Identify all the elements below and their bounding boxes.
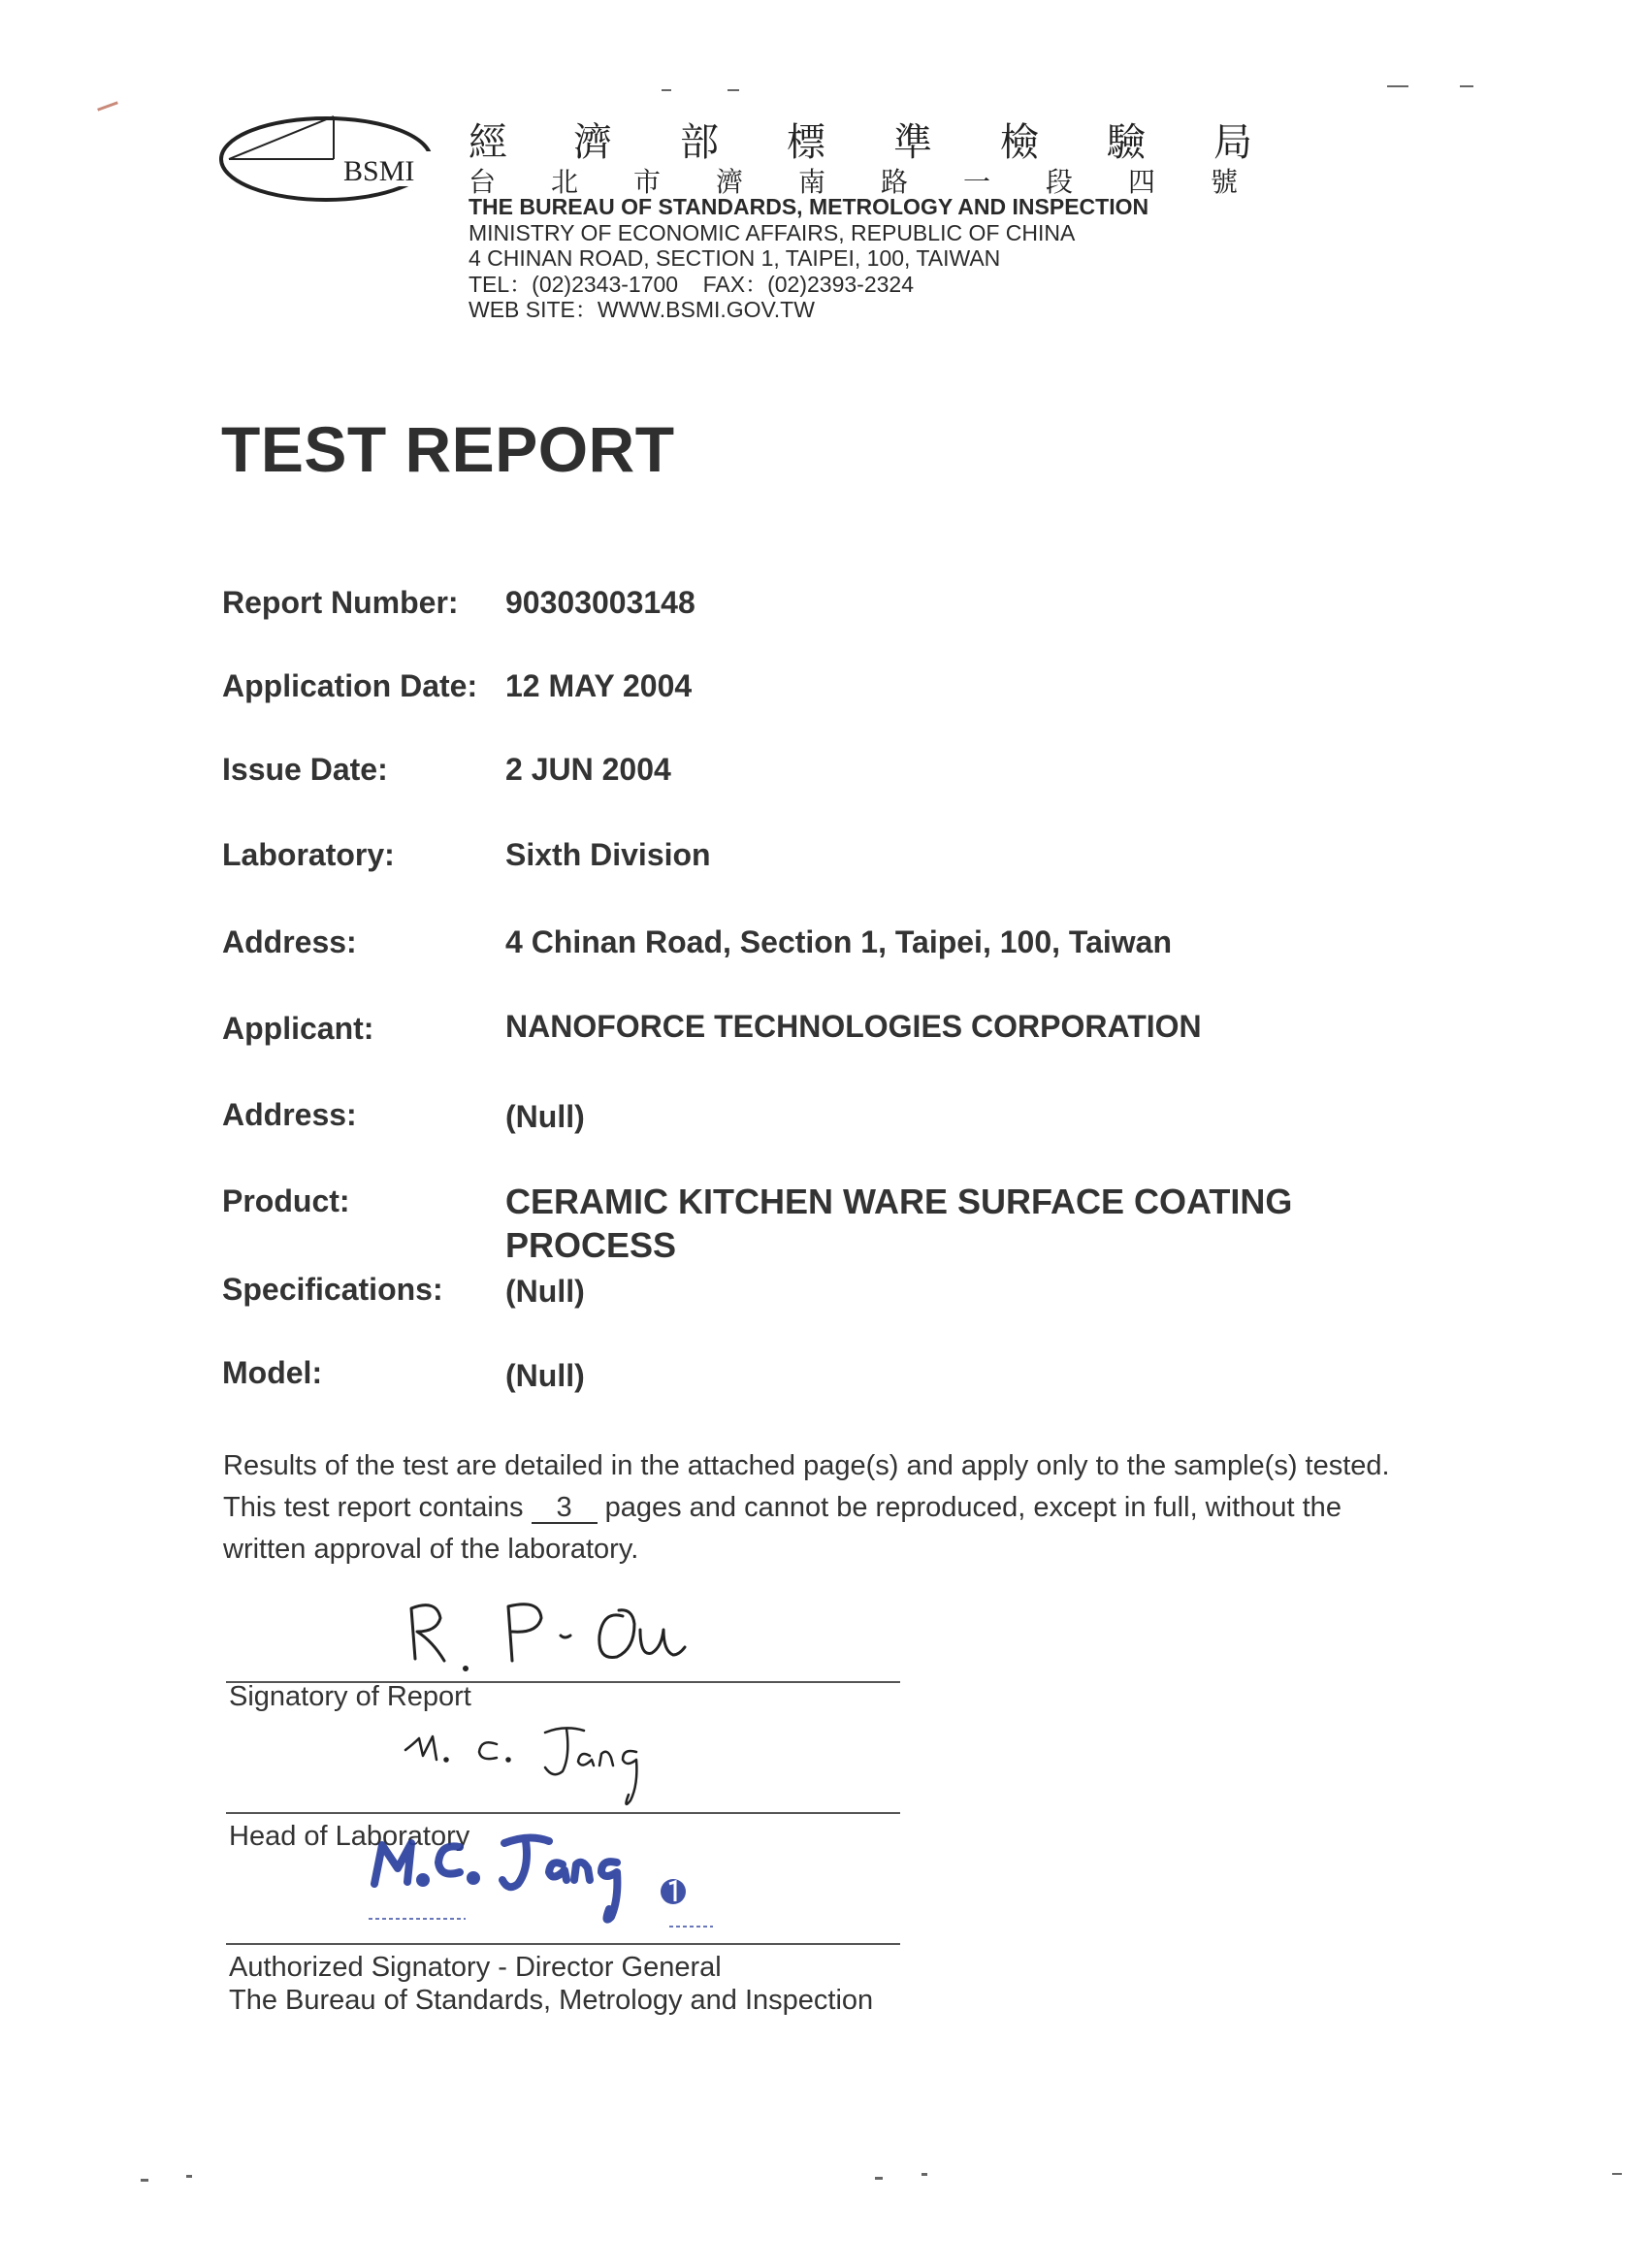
report-number-value: 90303003148 (505, 585, 695, 620)
applicant-label: Applicant: (222, 1011, 374, 1046)
address-chinese (469, 161, 1245, 198)
zh-char: 北 (551, 166, 579, 198)
scan-mark (1612, 2173, 1622, 2175)
zh-char: 路 (881, 166, 909, 198)
scan-mark (922, 2173, 927, 2176)
zh-char: 台 (469, 166, 497, 198)
scan-mark (1460, 85, 1473, 87)
issue-date-value: 2 JUN 2004 (505, 752, 671, 787)
statement-line-3: written approval of the laboratory. (223, 1534, 639, 1565)
scan-mark (186, 2175, 192, 2178)
product-line-1: CERAMIC KITCHEN WARE SURFACE COATING (505, 1182, 1293, 1221)
scan-mark (662, 89, 671, 91)
laboratory-label: Laboratory: (222, 837, 395, 872)
product-line-2: PROCESS (505, 1225, 677, 1265)
address-line: 4 CHINAN ROAD, SECTION 1, TAIPEI, 100, TAIWAN (469, 245, 1001, 271)
page-title: TEST REPORT (221, 413, 675, 485)
scan-mark (1387, 85, 1408, 87)
statement-prefix: This test report contains (223, 1492, 532, 1523)
website-line: WEB SITE：WWW.BSMI.GOV.TW (469, 297, 815, 322)
zh-char: 市 (633, 166, 662, 198)
authorized-signatory-label: Authorized Signatory - Director General (229, 1952, 722, 1983)
zh-char: 局 (1213, 120, 1252, 165)
specifications-value: (Null) (505, 1274, 585, 1309)
statement-line-2 (223, 1487, 1484, 1529)
scan-mark (875, 2177, 883, 2180)
specifications-label: Specifications: (222, 1272, 443, 1307)
authorized-organization-label: The Bureau of Standards, Metrology and Inspection (229, 1985, 874, 2016)
bsmi-logo-text: BSMI (343, 155, 415, 187)
applicant-value: NANOFORCE TECHNOLOGIES CORPORATION (505, 1009, 1202, 1044)
head-of-laboratory-label: Head of Laboratory (229, 1821, 470, 1852)
signature-line-2 (226, 1812, 900, 1814)
statement-line-1: Results of the test are detailed in the attached page(s) and apply only to the sample(s) tested. (223, 1450, 1390, 1481)
model-label: Model: (222, 1355, 323, 1390)
zh-char: 檢 (1000, 120, 1039, 165)
zh-char: 驗 (1107, 120, 1146, 165)
zh-char: 標 (787, 120, 825, 165)
signatory-signature (398, 1591, 708, 1678)
zh-char: 號 (1211, 166, 1239, 198)
signatory-label: Signatory of Report (229, 1681, 471, 1712)
ministry-line: MINISTRY OF ECONOMIC AFFAIRS, REPUBLIC OF CHINA (469, 219, 1076, 245)
laboratory-value: Sixth Division (505, 837, 711, 872)
zh-char: 經 (469, 120, 507, 165)
scan-mark (141, 2179, 148, 2182)
statement-suffix: pages and cannot be reproduced, except in full, without the (597, 1492, 1342, 1523)
bsmi-logo (217, 113, 446, 210)
zh-char: 濟 (716, 166, 744, 198)
applicant-address-value: (Null) (505, 1099, 585, 1134)
zh-char: 部 (680, 120, 719, 165)
application-date-label: Application Date: (222, 668, 478, 703)
contact-line: TEL：(02)2343-1700 FAX：(02)2393-2324 (469, 271, 914, 297)
signature-line-3 (226, 1943, 900, 1945)
applicant-address-label: Address: (222, 1097, 357, 1132)
head-signature (400, 1717, 691, 1814)
org-name-chinese (469, 112, 1283, 165)
lab-address-value: 4 Chinan Road, Section 1, Taipei, 100, Taiwan (505, 924, 1172, 959)
report-number-label: Report Number: (222, 585, 459, 620)
zh-char: 準 (893, 120, 932, 165)
product-value (505, 1180, 1292, 1267)
issue-date-label: Issue Date: (222, 752, 388, 787)
report-statement (223, 1445, 1484, 1571)
zh-char: 段 (1046, 166, 1074, 198)
product-label: Product: (222, 1183, 350, 1218)
model-value: (Null) (505, 1358, 585, 1393)
scan-mark (728, 89, 739, 91)
lab-address-label: Address: (222, 924, 357, 959)
zh-char: 濟 (573, 120, 612, 165)
zh-char: 一 (963, 166, 991, 198)
zh-char: 南 (798, 166, 826, 198)
scan-mark (97, 101, 118, 111)
zh-char: 四 (1128, 166, 1156, 198)
header-address-block (469, 194, 1148, 323)
org-name-english: THE BUREAU OF STANDARDS, METROLOGY AND INSPECTION (469, 194, 1149, 219)
authorized-stamp-signature (359, 1824, 728, 1940)
application-date-value: 12 MAY 2004 (505, 668, 693, 703)
page-count: 3 (532, 1493, 598, 1524)
